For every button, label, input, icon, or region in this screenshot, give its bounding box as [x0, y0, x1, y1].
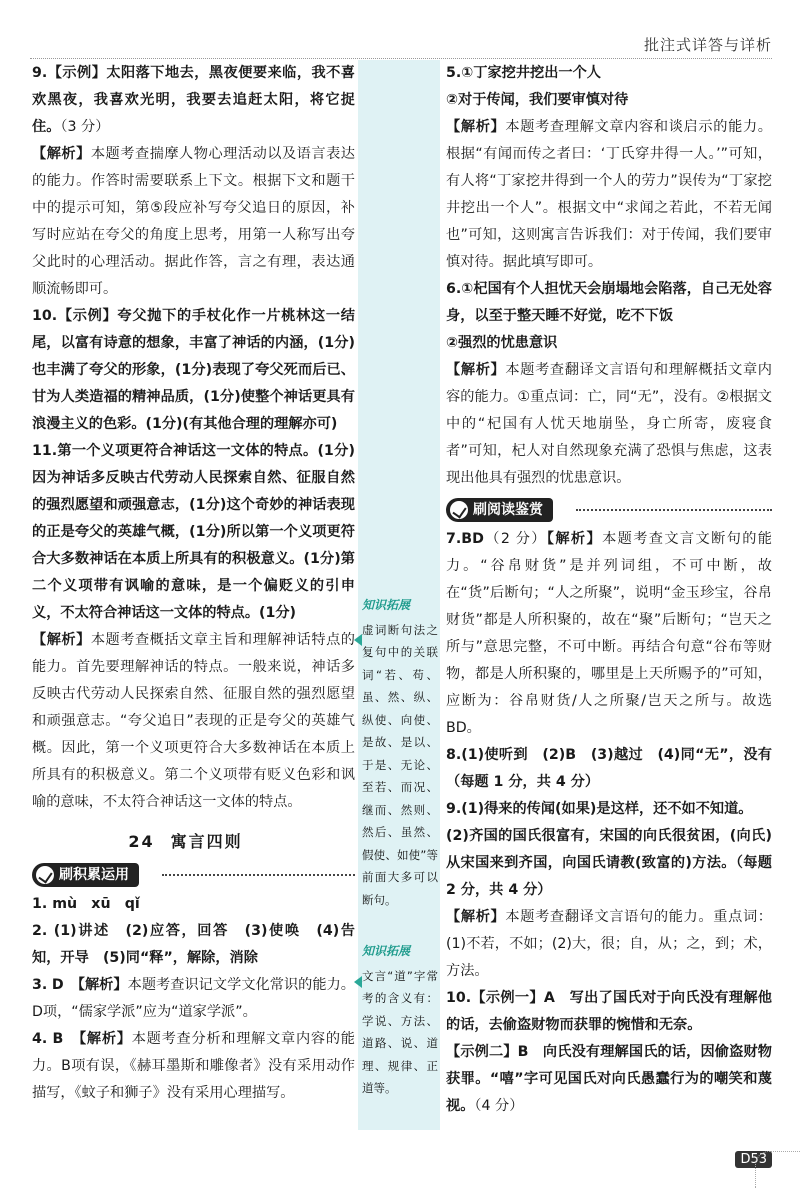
knowledge-note-2 — [362, 940, 438, 1100]
analysis-tag: 【解析】 — [79, 1031, 132, 1047]
answer-1 — [32, 891, 355, 918]
analysis-text: 本题考查揣摩人物心理活动以及语言表达的能力。作答时需要联系上下文。根据下文和题干中的提示可知，第⑤段应补写夸父追日的原因，补写时应站在夸父的角度上思考，用第一人称写出夸父此时的心理活动。据此作答，言之有理，表达通顺流畅即可。 — [32, 146, 355, 297]
analysis-tag: 【解析】 — [32, 632, 91, 648]
score: （3 分） — [60, 119, 110, 135]
section-label: 刷阅读鉴赏 — [473, 501, 543, 518]
question-number: 4. — [32, 1031, 48, 1047]
answer-choice: B — [52, 1031, 64, 1047]
analysis-tag: 【解析】 — [446, 362, 506, 378]
analysis-9 — [32, 141, 355, 303]
analysis-text: 本题考查分析和理解文章内容的能力。B项有误，《赫耳墨斯和雕像者》没有采用动作描写，《蚊子和狮子》没有采用心理描写。 — [32, 1031, 355, 1101]
note-body: 虚词断句法之复句中的关联词“若、苟、虽、然、纵、纵使、向使、是故、是以、于是、无论、至若、而况、继而、然则、然后、虽然、假使、如使”等前面大多可以断句。 — [362, 622, 438, 907]
answer-line-1: ①杞国有个人担忧天会崩塌地会陷落，自己无处容身，以至于整天睡不好觉，吃不下饭 — [446, 281, 772, 324]
question-number: 7. — [446, 531, 462, 547]
question-number: 10. — [446, 990, 472, 1006]
page-number: D53 — [735, 1151, 772, 1168]
answer-text: 夸父抛下的手杖化作一片桃林这一结尾，以富有诗意的想象，丰富了神话的内涵，(1分)也丰满了夸父的形象，(1分)表现了夸父死而后已、甘为人类造福的精神品质，(1分)使整个神话更具有浪漫主义的色彩。(1分)(有其他合理的理解亦可) — [32, 308, 355, 432]
answer-text: 写出了国氏对于向氏没有理解他的话，去偷盗财物而获罪的惋惜和无奈。 — [446, 990, 772, 1033]
answer-text: (1)使听到 (2)B (3)越过 (4)同“无”，没有（每题 1 分，共 4 分） — [446, 747, 772, 790]
answer-8 — [446, 742, 772, 796]
lesson-name: 寓言四则 — [170, 832, 243, 851]
section-badge — [32, 863, 139, 887]
section-divider — [576, 509, 772, 511]
lesson-title — [32, 828, 355, 855]
analysis-tag: 【解析】 — [546, 531, 603, 547]
analysis-text: 本题考查理解文章内容和谈启示的能力。根据“有闻而传之者曰：‘丁氏穿井得一人。’”可知，有人将“丁家挖井得到一个人的劳力”误传为“丁家挖井挖出一个人”。根据文中“求闻之若此，不若无闻也”可知，这则寓言告诉我们：对于传闻，我们要审慎对待。据此填写即可。 — [446, 119, 772, 270]
answer-line-2: ②强烈的忧患意识 — [446, 335, 558, 351]
question-number: 5. — [446, 65, 462, 81]
answer-9 — [32, 60, 355, 141]
answer-choice: A — [543, 990, 555, 1006]
page-corner-decoration — [755, 1151, 800, 1188]
answer-choice: D — [51, 977, 64, 993]
section-label: 刷积累运用 — [59, 866, 129, 883]
answer-3 — [32, 972, 355, 1026]
question-number: 1. — [32, 896, 48, 912]
knowledge-note-1 — [362, 594, 438, 911]
answer-5 — [446, 60, 772, 114]
analysis-11 — [32, 627, 355, 816]
question-number: 3. — [32, 977, 48, 993]
checkmark-icon — [450, 501, 468, 519]
example-tag: 【示例一】 — [471, 990, 544, 1006]
answer-choice: BD — [461, 531, 484, 547]
score: （2 分） — [483, 531, 547, 547]
analysis-text: 本题考查文言文断句的能力。“谷帛财货”是并列词组，不可中断，故在“货”后断句；“人之所聚”，说明“金玉珍宝，谷帛财货”都是人所积聚的，故在“聚”后断句；“岂天之所与”意思完整，不可中断。再结合句意“谷布等财物，都是人所积聚的，哪里是上天所赐予的”可知，应断为：谷帛财货/人之所聚/岂天之所与。故选 BD。 — [446, 531, 772, 736]
question-number: 9. — [446, 801, 462, 817]
answer-10 — [446, 985, 772, 1120]
analysis-tag: 【解析】 — [32, 146, 91, 162]
right-column — [446, 60, 772, 1120]
question-number: 6. — [446, 281, 462, 297]
answer-6 — [446, 276, 772, 357]
answer-line-1: ①丁家挖井挖出一个人 — [461, 65, 601, 81]
answer-line-2: ②对于传闻，我们要审慎对待 — [446, 92, 629, 108]
note-body: 文言“道”字常考的含义有：学说、方法、道路、说、道理、规律、正道等。 — [362, 968, 438, 1095]
score: （4 分） — [474, 1098, 524, 1114]
analysis-9 — [446, 904, 772, 985]
answer-text: (1)讲述 (2)应答，回答 (3)使唤 (4)告知，开导 (5)同“释”，解除，消除 — [32, 923, 355, 966]
section-divider — [162, 874, 355, 876]
analysis-tag: 【解析】 — [446, 909, 506, 925]
analysis-text: 本题考查翻译文言语句和理解概括文章内容的能力。①重点词：亡，同“无”，没有。②根据文中的“杞国有人忧天地崩坠，身亡所寄，废寝食者”可知，杞人对自然现象充满了恐惧与焦虑，这表现出他具有强烈的忧患意识。 — [446, 362, 772, 486]
note-heading: 知识拓展 — [362, 944, 411, 958]
note-pointer-icon — [354, 976, 362, 988]
checkmark-icon — [36, 866, 54, 884]
answer-text: mù xū qǐ — [52, 896, 140, 912]
analysis-tag: 【解析】 — [77, 977, 128, 993]
question-number: 10. — [32, 308, 58, 324]
analysis-text: 本题考查概括文章主旨和理解神话特点的能力。首先要理解神话的特点。一般来说，神话多反映古代劳动人民探索自然、征服自然的强烈愿望和顽强意志。“夸父追日”表现的正是夸父的英雄气概。因此，第一个义项更符合大多数神话在本质上所具有的积极意义。第二个义项带有贬义色彩和讽喻的意味，不太符合神话这一文体的特点。 — [32, 632, 355, 810]
section-header — [446, 498, 772, 522]
answer-7 — [446, 526, 772, 742]
answer-4 — [32, 1026, 355, 1107]
answer-text: 太阳落下地去，黑夜便要来临，我不喜欢黑夜，我喜欢光明，我要去追赶太阳，将它捉住。 — [32, 65, 355, 135]
answer-9 — [446, 796, 772, 904]
example-tag: 【示例】 — [47, 65, 107, 81]
header-divider — [30, 58, 772, 59]
note-pointer-icon — [354, 634, 362, 646]
question-number: 11. — [32, 443, 58, 459]
answer-choice: B — [517, 1044, 529, 1060]
lesson-number: 24 — [128, 832, 155, 851]
question-number: 2. — [32, 923, 48, 939]
answer-text: 向氏没有理解国氏的话，因偷盗财物获罪。“嘻”字可见国氏对向氏愚蠢行为的嘲笑和蔑视。 — [446, 1044, 772, 1114]
analysis-5 — [446, 114, 772, 276]
section-badge — [446, 498, 553, 522]
left-column — [32, 60, 355, 1107]
example-tag: 【示例二】 — [446, 1044, 518, 1060]
example-tag: 【示例】 — [57, 308, 118, 324]
analysis-text: 本题考查翻译文言语句的能力。重点词：(1)不若，不如；(2)大，很；自，从；之，到；术，方法。 — [446, 909, 772, 979]
answer-10 — [32, 303, 355, 438]
analysis-tag: 【解析】 — [446, 119, 506, 135]
question-number: 8. — [446, 747, 462, 763]
analysis-text: 本题考查识记文学文化常识的能力。D项，“儒家学派”应为“道家学派”。 — [32, 977, 355, 1020]
page-header-title: 批注式详答与详析 — [643, 36, 772, 54]
analysis-6 — [446, 357, 772, 492]
answer-line-2: (2)齐国的国氏很富有，宋国的向氏很贫困，(向氏)从宋国来到齐国，向国氏请教(致富的)方法。（每题 2 分，共 4 分） — [446, 828, 772, 898]
answer-text: 第一个义项更符合神话这一文体的特点。(1分)因为神话多反映古代劳动人民探索自然、征服自然的强烈愿望和顽强意志，(1分)这个奇妙的神话表现的正是夸父的英雄气概，(1分)所以第一个义项更符合大多数神话在本质上所具有的积极意义。(1分)第二个义项带有讽喻的意味，是一个偏贬义的引申义，不太符合神话这一文体的特点。(1分) — [32, 443, 355, 621]
note-heading: 知识拓展 — [362, 598, 411, 612]
section-header — [32, 863, 355, 887]
answer-2 — [32, 918, 355, 972]
answer-line-1: (1)得来的传闻(如果)是这样，还不如不知道。 — [461, 801, 753, 817]
answer-11 — [32, 438, 355, 627]
question-number: 9. — [32, 65, 48, 81]
